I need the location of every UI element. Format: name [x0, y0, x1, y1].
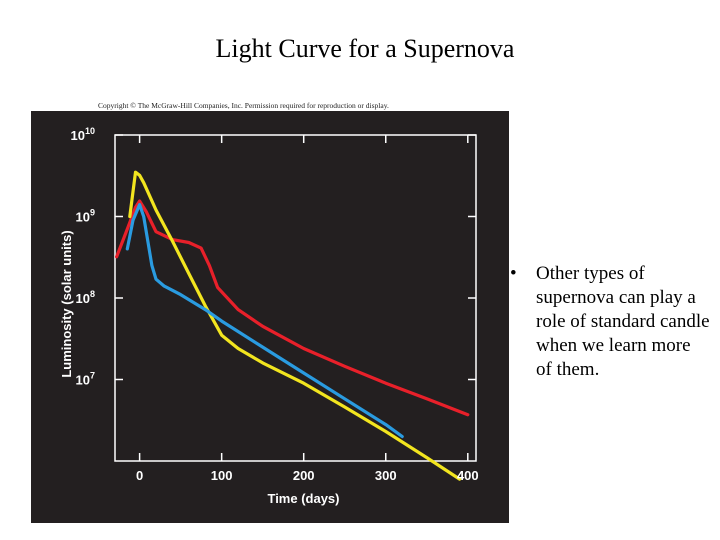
slide-title: Light Curve for a Supernova	[215, 34, 515, 63]
x-tick-label: 400	[456, 468, 479, 483]
y-tick-label: $10^{10}$	[70, 126, 95, 143]
chart-panel	[31, 111, 509, 523]
series-layer	[117, 172, 468, 479]
y-tick-label: $10^7$	[75, 370, 95, 388]
x-tick-label: 200	[292, 468, 315, 483]
axes-layer	[115, 135, 476, 461]
plot-frame	[115, 135, 476, 461]
series-line	[130, 172, 460, 479]
copyright-notice: Copyright © The McGraw-Hill Companies, Inc. Permission required for reproduction or display.	[98, 101, 389, 110]
x-tick-label: 300	[374, 468, 397, 483]
y-tick-label: $10^9$	[75, 207, 95, 225]
bullet-text: Other types of supernova can play a role of standard candle when we learn more of them.	[536, 263, 710, 380]
x-tick-label: 100	[210, 468, 233, 483]
bullet-symbol: •	[510, 263, 517, 284]
light-curve-chart	[31, 111, 509, 523]
x-tick-label: 0	[135, 468, 144, 483]
x-axis-title: Time (days)	[267, 491, 340, 506]
y-tick-label: $10^8$	[75, 289, 95, 306]
y-axis-title: Luminosity (solar units)	[59, 230, 74, 378]
